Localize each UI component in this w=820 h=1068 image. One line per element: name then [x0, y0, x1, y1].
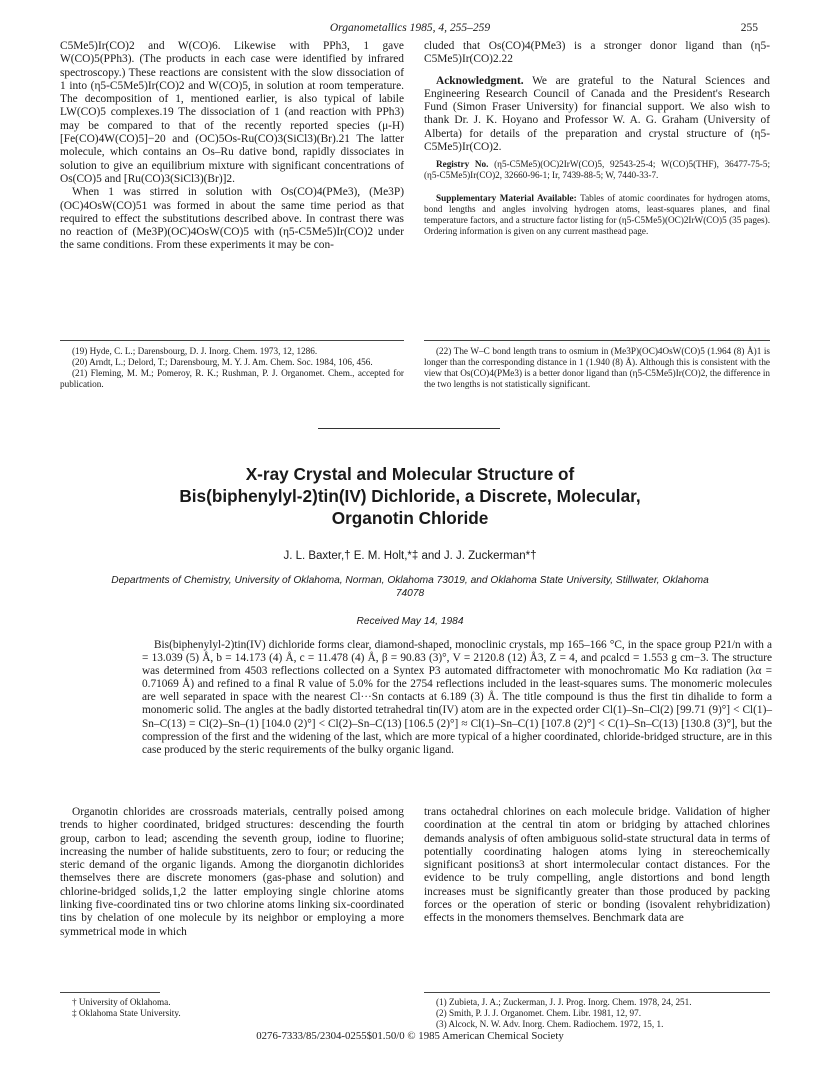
- title-line: Organotin Chloride: [331, 508, 489, 528]
- references-left: [60, 346, 404, 390]
- title-line: X-ray Crystal and Molecular Structure of: [245, 464, 575, 484]
- page-number: 255: [740, 22, 758, 34]
- body-right-column: [424, 806, 770, 926]
- footnote-item: (2) Smith, P. J. J. Organomet. Chem. Libr. 1981, 12, 97.: [436, 1007, 642, 1018]
- footnote-item: (1) Zubieta, J. A.; Zuckerman, J. J. Prog. Inorg. Chem. 1978, 24, 251.: [436, 997, 692, 1007]
- reference-item: (22) The W–C bond length trans to osmium in (Me3P)(OC)4OsW(CO)5 (1.964 (8) Å)1 is longer than the corresponding distance in 1 (1.940 (8) Å). Although this is consistent with the view that Os(CO)4(PMe3) is a better donor ligand than (η5-C5Me5)Ir(CO)2, the difference in the two lengths is not statistically significant.: [424, 346, 770, 389]
- registry-numbers: [424, 159, 770, 181]
- footnotes-left: [60, 997, 404, 1019]
- references-right: [424, 346, 770, 390]
- footnote-rule-right: [424, 992, 770, 993]
- acknowledgment: [424, 75, 770, 155]
- running-header: Organometallics 1985, 4, 255–259: [329, 22, 491, 34]
- title-line: Bis(biphenylyl-2)tin(IV) Dichloride, a Discrete, Molecular,: [179, 486, 641, 506]
- continued-paragraph: cluded that Os(CO)4(PMe3) is a stronger donor ligand than (η5-C5Me5)Ir(CO)2.22: [424, 40, 770, 66]
- copyright-footer: 0276-7333/85/2304-0255$01.50/0 © 1985 American Chemical Society: [256, 1030, 564, 1042]
- reference-item: (21) Fleming, M. M.; Pomeroy, R. K.; Rushman, P. J. Organomet. Chem., accepted for publication.: [60, 367, 404, 389]
- reference-rule-right: [424, 340, 770, 341]
- top-left-column: [60, 40, 404, 253]
- footnote-item: ‡ Oklahoma State University.: [72, 1007, 181, 1018]
- abstract: [142, 639, 772, 757]
- footnote-rule-left: [60, 992, 160, 993]
- continued-paragraph: C5Me5)Ir(CO)2 and W(CO)6. Likewise with PPh3, 1 gave W(CO)5(PPh3). (The products in each case were identified by infrared spectroscopy.) These reactions are consistent with the slow dissociation of 1 into (η5-C5Me5)Ir(CO)2 and W(CO)5, in solution at room temperature. The decomposition of 1, mentioned earlier, is also typical of labile LW(CO)5 complexes.19 The dissociation of 1 (and reaction with PPh3) may be compared to that of the recently reported species (μ-H)[Fe(CO)4W(CO)5]−20 and (OC)5Os-Ru(CO)3(SiCl3)(Br).21 The latter molecule, which contains an Os–Ru dative bond, rapidly dissociates in solution to give an equilibrium mixture with significant concentrations of Os(CO)5 and [Ru(CO)3(SiCl3)(Br)]2.: [60, 40, 404, 185]
- reference-rule-left: [60, 340, 404, 341]
- abstract-text: Bis(biphenylyl-2)tin(IV) dichloride forms clear, diamond-shaped, monoclinic crystals, mp 165–166 °C, in the space group P21/n with a = 13.039 (5) Å, b = 14.173 (4) Å, c = 11.478 (4) Å, β = 90.83 (3)°, V = 2120.8 (12) Å3, Z = 4, and ρcalcd = 1.553 g cm−3. The structure was determined from 4503 reflections collected on a Syntex P3 automated diffractometer with monochromatic Mo Kα radiation (λα = 0.71069 Å) and refined to a final R value of 5.0% for the 2754 reflections included in the least-squares sums. The monomeric molecules are well separated in space with the nearest Cl···Sn contacts at 6.189 (3) Å. The title compound is thus the first tin dihalide to form a monomeric solid. The angles at the badly distorted tetrahedral tin(IV) atom are in the expected order Cl(1)–Sn–Cl(2) [99.71 (9)°] < Cl(1)–Sn–C(13) = Cl(2)–Sn–(1) [104.0 (2)°] < Cl(2)–Sn–C(13) [106.5 (2)°] ≈ Cl(1)–Sn–C(1) [107.8 (2)°] < C(1)–Sn–C(13) [130.8 (3)°], but the compression of the first and the widening of the last, which are more typical of a higher coordinated, chloride-bridged structure, are in this case produced by the steric requirements of the bulky organic ligand.: [142, 639, 772, 756]
- footnote-item: (3) Alcock, N. W. Adv. Inorg. Chem. Radiochem. 1972, 15, 1.: [436, 1018, 664, 1029]
- supplementary-text: Tables of atomic coordinates for hydrogen atoms, bond lengths and angles involving hydrogen atoms, least-squares planes, and final temperature factors, and a structure factor listing for (η5-C5Me5)(OC)2IrW(CO)5 (35 pages). Ordering information is given on any current masthead page.: [424, 193, 770, 236]
- supplementary-label: Supplementary Material Available:: [436, 193, 577, 204]
- registry-text: (η5-C5Me5)(OC)2IrW(CO)5, 92543-25-4; W(CO)5(THF), 36477-75-5; (η5-C5Me5)Ir(CO)2, 32660-96-1; Ir, 7439-88-5; W, 7440-33-7.: [424, 159, 770, 181]
- affiliation: Departments of Chemistry, University of Oklahoma, Norman, Oklahoma 73019, and Oklahoma State University, Stillwater, Oklahoma 74078: [111, 575, 709, 599]
- continued-paragraph: trans octahedral chlorines on each molecule bridge. Validation of higher coordination at the central tin atom or bridging by attached chlorines demands analysis of often ambiguous solid-state structural data in terms of potentially coordinating halogen atoms lying in stereochemically significant positions3 at short intermolecular contact distances. For the evidence to be truly compelling, angle distortions and bond length increases must be significantly greater than those produced by packing forces or the operation of steric or bonding (isovalent rehybridization) effects in the monomers themselves. Benchmark data are: [424, 806, 770, 925]
- intro-paragraph: Organotin chlorides are crossroads materials, centrally poised among trends to higher coordinated, bridged structures: descending the fourth group, carbon to lead; ascending the seventh group, iodine to fluorine; increasing the number of halide substituents, zero to four; or reducing the steric demand of the organic ligands. Among the diorganotin dichlorides themselves there are discrete monomers (gas-phase and solution) and chlorine-bridged solids,1,2 the latter employing single chlorine atoms linking five-coordinated tins or two chlorine atoms linking six-coordinated tins by chelation of one molecule by its neighbor or employing a more symmetrical mode in which: [60, 806, 404, 938]
- footnotes-right: [424, 997, 770, 1030]
- supplementary-material: [424, 193, 770, 237]
- registry-label: Registry No.: [436, 159, 489, 170]
- received-date: Received May 14, 1984: [356, 616, 464, 627]
- paragraph: When 1 was stirred in solution with Os(CO)4(PMe3), (Me3P)(OC)4OsW(CO)51 was formed in about the same time period as that required to effect the substitutions described above. In contrast there was no reaction of (Me3P)(OC)4OsW(CO)5 with (η5-C5Me5)Ir(CO)2 under the same conditions. From these experiments it may be con-: [60, 186, 404, 252]
- authors: J. L. Baxter,† E. M. Holt,*‡ and J. J. Zuckerman*†: [283, 550, 537, 562]
- article-separator: [318, 428, 500, 429]
- acknowledgment-text: We are grateful to the Natural Sciences and Engineering Research Council of Canada and the President's Research Fund (Simon Fraser University) for financial support. We also wish to thank Dr. J. K. Hoyano and Professor W. A. G. Graham (University of Alberta) for details of the preparation and crystal structure of (η5-C5Me5)Ir(CO)2.: [424, 74, 770, 154]
- article-title: [60, 463, 760, 529]
- acknowledgment-label: Acknowledgment.: [436, 74, 524, 87]
- footnote-item: † University of Oklahoma.: [72, 997, 171, 1007]
- reference-item: (19) Hyde, C. L.; Darensbourg, D. J. Inorg. Chem. 1973, 12, 1286.: [72, 346, 318, 356]
- reference-item: (20) Arndt, L.; Delord, T.; Darensbourg, M. Y. J. Am. Chem. Soc. 1984, 106, 456.: [72, 356, 373, 367]
- top-right-column: [424, 40, 770, 237]
- body-left-column: [60, 806, 404, 939]
